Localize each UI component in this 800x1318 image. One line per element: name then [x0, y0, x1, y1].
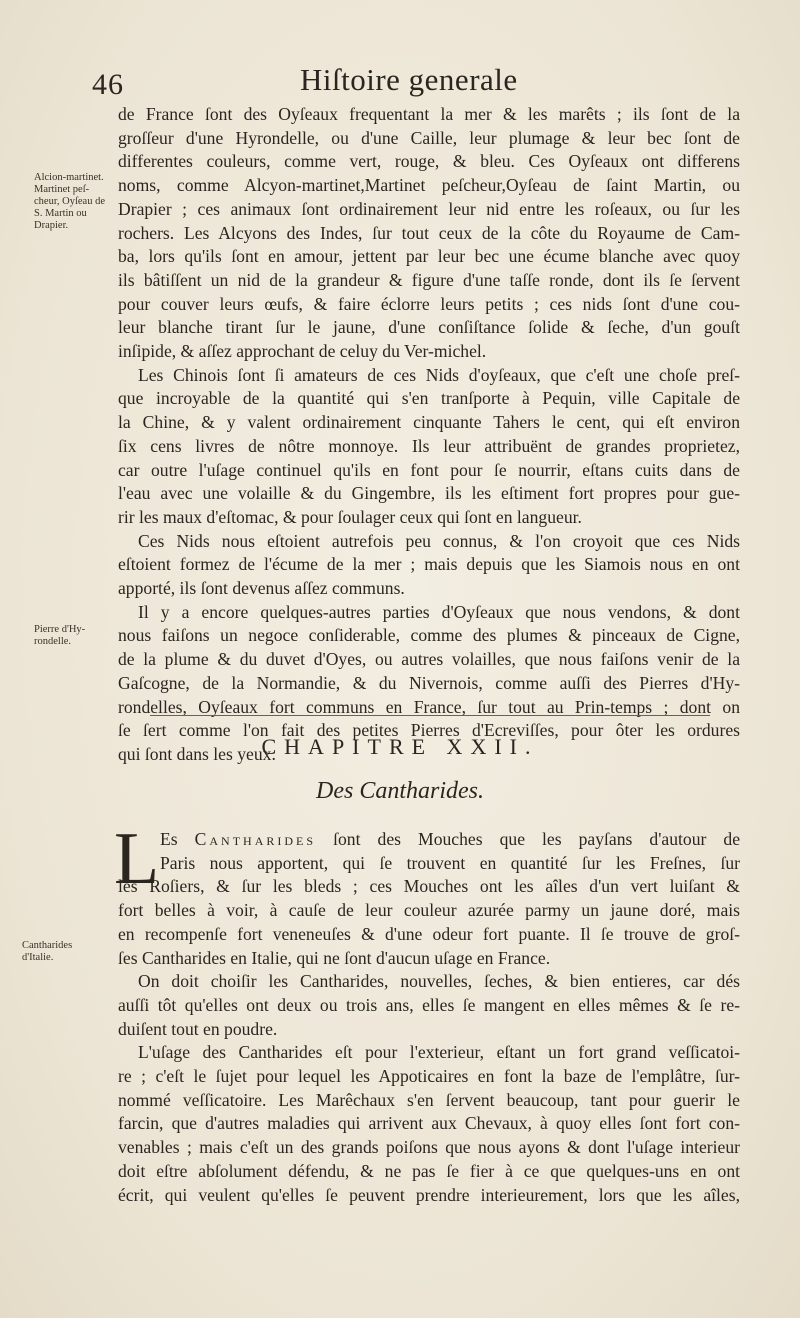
text-line: ſix cens livres de nôtre monnoye. Ils leur attribuënt de grandes proprietez, [118, 435, 740, 456]
text-line: Ces Nids nous eſtoient autrefois peu connus, & l'on croyoit que ces Nids [138, 530, 740, 551]
paragraph-cantharides [118, 828, 740, 1207]
text-line: de la plume & du duvet d'Oyes, ou autres volailles, que nous faiſons venir de la [118, 649, 740, 670]
text-line: inſipide, & aſſez approchant de celuy du Ver-michel. [118, 341, 487, 362]
text-line: l'eau avec une volaille & du Gingembre, ils les eſtiment fort propres pour gue- [118, 483, 740, 504]
text-line: rochers. Les Alcyons des Indes, ſur tout ceux de la côte du Royaume de Cam- [118, 222, 740, 243]
margin-note-cantharides: Cantharides d'Italie. [22, 940, 73, 963]
text-line: differentes couleurs, comme vert, rouge, & bleu. Ces Oyſeaux ont differens [118, 151, 740, 172]
text-line: Paris nous apportent, qui ſe trouvent en quantité ſur les Freſnes, ſur [160, 852, 740, 873]
first-word-smallcaps: Cantharides [194, 829, 317, 849]
text-line: écrit, qui veulent qu'elles ſe peuvent prendre interieurement, lors que les aîles, [118, 1184, 740, 1205]
text-line: de France ſont des Oyſeaux frequentant la mer & les marêts ; ils ſont de la [118, 104, 740, 124]
text-line: doit eſtre abſolument défendu, & ne pas ſe fier à ce que quelques-uns en ont [118, 1160, 740, 1181]
running-head: Hiſtoire generale [300, 62, 518, 97]
text-line: groſſeur d'une Hyrondelle, ou d'une Caille, leur plumage & leur bec ſont de [118, 127, 740, 148]
text-line: farcin, que d'autres maladies qui arrivent aux Chevaux, à quoy elles ſont fort con- [118, 1113, 740, 1134]
text-line: les Roſiers, & ſur les bleds ; ces Mouches ont les aîles d'un vert luiſant & [118, 876, 740, 897]
text-line: venables ; mais c'eſt un des grands poiſons que nous ayons & dont l'uſage interieur [118, 1137, 740, 1158]
text-line: car outre l'uſage continuel qu'ils en font pour ſe nourrir, eſtans cuits dans de [118, 459, 740, 480]
text-line: Les Chinois ſont ſi amateurs de ces Nids d'oyſeaux, que c'eſt une choſe preſ- [138, 364, 740, 385]
text-line: nommé veſſicatoire. Les Marêchaux s'en ſervent beaucoup, tant pour guerir le [118, 1089, 740, 1110]
text-line: leur blanche tirant ſur le jaune, d'une conſiſtance ſolide & ſeche, d'un gouſt [118, 317, 740, 338]
text-line: duiſent tout en poudre. [118, 1018, 278, 1039]
text-line: en recompenſe fort veneneuſes & d'une odeur fort puante. Il ſe trouve de groſ- [118, 923, 740, 944]
text-line: la Chine, & y valent ordinairement cinquante Tahers le cent, qui eſt environ [118, 412, 740, 433]
text-line: Gaſcogne, de la Normandie, & du Nivernois, comme auſſi des Pierres d'Hy- [118, 672, 740, 693]
text-line: auſſi tôt qu'elles ont deux ou trois ans, elles ſe mangent en elles mêmes & ſe re- [118, 994, 740, 1015]
text-line: ſes Cantharides en Italie, qui ne ſont d'aucun uſage en France. [118, 947, 551, 968]
text-line: re ; c'eſt le ſujet pour lequel les Appoticaires en font la baze de l'emplâtre, ſur- [118, 1066, 740, 1087]
paragraph-alcyons [118, 103, 740, 767]
text-line: eſtoient formez de l'écume de la mer ; mais depuis que les Siamois nous en ont [118, 554, 740, 575]
text-line: rir les maux d'eſtomac, & pour ſoulager ceux qui ſont en langueur. [118, 506, 582, 527]
chapter-title: CHAPITRE XXII. [261, 734, 539, 759]
text-line: apporté, ils ſont devenus aſſez communs. [118, 578, 405, 599]
text-line: On doit choiſir les Cantharides, nouvelles, ſeches, & bien entieres, car dés [138, 971, 740, 992]
text-line: L'uſage des Cantharides eſt pour l'exterieur, eſtant un fort grand veſſicatoi- [138, 1042, 740, 1063]
margin-note-alcion: Alcion-martinet. Martinet peſ-cheur, Oyſeau de S. Martin ou Drapier. [34, 172, 106, 231]
first-word: Es [160, 829, 178, 849]
text-line: rondelles, Oyſeaux fort communs en France, ſur tout au Prin-temps ; dont on [118, 696, 740, 717]
text-line: ils bâtiſſent un nid de la grandeur & figure d'une taſſe ronde, dont ils ſe ſervent [118, 269, 740, 290]
text-line: noms, comme Alcyon-martinet,Martinet peſcheur,Oyſeau de ſaint Martin, ou [118, 175, 740, 196]
text-line: nous faiſons un negoce conſiderable, comme des plumes & pinceaux de Cigne, [118, 625, 740, 646]
page-number: 46 [92, 68, 124, 101]
first-line-rest: ſont des Mouches que les payſans d'autour de [333, 829, 741, 849]
section-divider [150, 715, 710, 716]
text-line [118, 828, 740, 852]
text-line: Il y a encore quelques-autres parties d'Oyſeaux que nous vendons, & dont [138, 601, 740, 622]
text-line: fort belles à voir, à cauſe de leur couleur azurée parmy un jaune doré, mais [118, 900, 740, 921]
text-line: ſe ſert comme l'on fait des petites Pierres d'Ecreviſſes, pour ôter les ordures [118, 720, 740, 741]
margin-note-pierre: Pierre d'Hy-rondelle. [34, 624, 86, 647]
text-line: pour couver leurs œufs, & faire éclorre leurs petits ; ces nids ſont d'une cou- [118, 293, 740, 314]
drop-capital: L [114, 818, 160, 900]
text-line: Drapier ; ces animaux ſont ordinairement leur nid entre les roſeaux, ou ſur les [118, 198, 740, 219]
text-line: ba, lors qu'ils ſont en amour, jettent par leur bec une écume blanche avec quoy [118, 246, 740, 267]
section-title: Des Cantharides. [316, 778, 484, 804]
text-line: que incroyable de la quantité qui s'en tranſporte à Pequin, ville Capitale de [118, 388, 740, 409]
text-line: qui ſont dans les yeux. [118, 743, 276, 764]
